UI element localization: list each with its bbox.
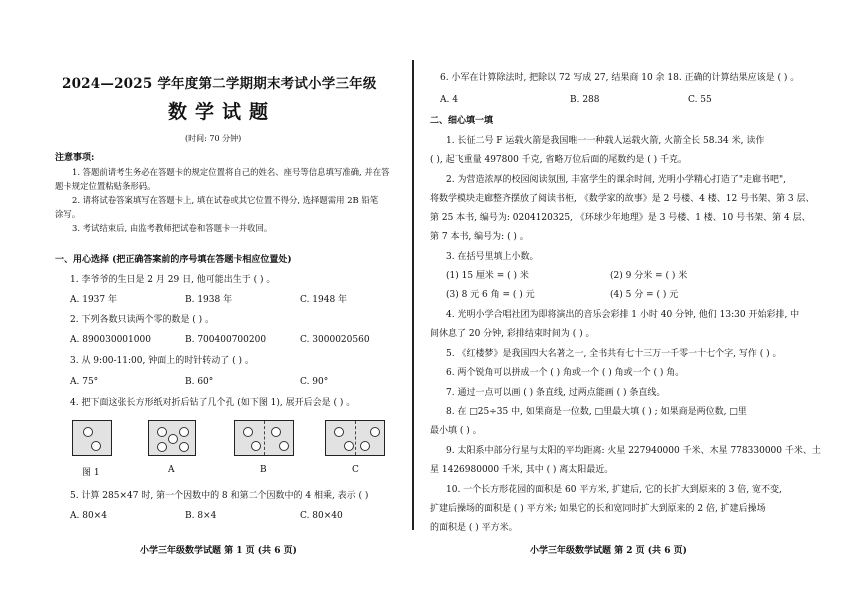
- option-b: B. 1938 年: [185, 295, 233, 305]
- hole: [334, 427, 344, 437]
- exam-title: 2024—2025 学年度第二学期期末考试小学三年级: [62, 76, 377, 92]
- figure-label: C: [352, 465, 359, 475]
- hole: [91, 441, 101, 451]
- hole: [83, 427, 93, 437]
- option-c: C. 80×40: [300, 511, 343, 521]
- option-a: A. 890030001000: [70, 335, 151, 345]
- page-divider: [412, 60, 414, 530]
- option-c: C. 1948 年: [300, 295, 348, 305]
- option-a-figure: [148, 420, 196, 456]
- page-footer: 小学三年级数学试题 第 2 页 (共 6 页): [530, 546, 687, 556]
- option-c: C. 3000020560: [300, 335, 370, 345]
- hole: [157, 427, 167, 437]
- option-a: A. 75°: [70, 377, 99, 387]
- notice-item: 3. 考试结束后, 由监考教师把试卷和答题卡一并收回。: [72, 223, 273, 233]
- option-b: B. 60°: [185, 377, 214, 387]
- hole: [360, 441, 370, 451]
- fill-9: 星 1426980000 千米, 其中 ( ) 离太阳最近。: [430, 465, 614, 475]
- fill-2: 2. 为营造浓厚的校园阅读氛围, 丰富学生的课余时间, 光明小学精心打造了"走廊书吧",: [446, 175, 787, 185]
- hole: [271, 427, 281, 437]
- fold-line: [355, 421, 356, 455]
- notice-item: 1. 答题前请考生务必在答题卡的规定位置将自己的姓名、座号等信息填写准确, 并在答: [72, 167, 390, 177]
- fold-line: [264, 421, 265, 455]
- fill-8: 8. 在 □25÷35 中, 如果商是一位数, □里最大填 ( ) ; 如果商是两位数, □里: [446, 407, 747, 417]
- section-heading: 二、细心填一填: [430, 116, 494, 126]
- fill-10: 10. 一个长方形花园的面积是 60 平方米, 扩建后, 它的长扩大到原来的 3 倍, 宽不变,: [446, 485, 782, 495]
- option-c-figure: [325, 420, 385, 456]
- fill-3-item: (1) 15 厘米 = ( ) 米: [446, 271, 529, 281]
- option-b-figure: [234, 420, 294, 456]
- hole: [179, 442, 189, 452]
- hole: [168, 434, 178, 444]
- fill-3-item: (4) 5 分 = ( ) 元: [610, 290, 679, 300]
- option-a: A. 80×4: [70, 511, 107, 521]
- exam-page-1: [0, 0, 410, 609]
- figure-label: 图 1: [82, 468, 100, 478]
- fill-7: 7. 通过一点可以画 ( ) 条直线, 过两点能画 ( ) 条直线。: [446, 388, 666, 398]
- option-b: B. 700400700200: [185, 335, 267, 345]
- question-2: 2. 下列各数只读两个零的数是 ( ) 。: [70, 315, 215, 325]
- fill-8: 最小填 ( ) 。: [430, 426, 482, 436]
- option-a: A. 4: [440, 95, 458, 105]
- fill-3: 3. 在括号里填上小数。: [446, 252, 539, 262]
- section-heading: 一、用心选择 (把正确答案前的序号填在答题卡相应位置处): [55, 255, 292, 265]
- option-b: B. 288: [570, 95, 600, 105]
- fill-10: 的面积是 ( ) 平方米。: [430, 523, 518, 533]
- question-3: 3. 从 9:00-11:00, 钟面上的时针转动了 ( ) 。: [70, 356, 254, 366]
- fill-5: 5. 《红楼梦》是我国四大名著之一, 全书共有七十三万一千零一十七个字, 写作 ( ) 。: [446, 349, 782, 359]
- hole: [179, 427, 189, 437]
- fill-4: 间休息了 20 分钟, 彩排结束时间为 ( ) 。: [430, 329, 595, 339]
- exam-page-2: [420, 0, 860, 609]
- fill-9: 9. 太阳系中部分行星与太阳的平均距离: 火星 227940000 千米、木星 778330000 千米、土: [446, 446, 821, 456]
- fill-3-item: (2) 9 分米 = ( ) 米: [610, 271, 688, 281]
- fill-6: 6. 两个锐角可以拼成一个 ( ) 角或一个 ( ) 角或一个 ( ) 角。: [446, 368, 685, 378]
- hole: [157, 442, 167, 452]
- figure-label: A: [168, 465, 175, 475]
- fill-3-item: (3) 8 元 6 角 = ( ) 元: [446, 290, 535, 300]
- fill-4: 4. 光明小学合唱社团为即将演出的音乐会彩排 1 小时 40 分钟, 他们 13:30 开始彩排, 中: [446, 310, 800, 320]
- fill-2: 将数学模块走廊整齐摆放了阅读书柜, 《数学家的故事》是 2 号楼、4 楼、12 号书架、第 3 层、: [430, 194, 815, 204]
- fill-10: 扩建后操场的面积是 ( ) 平方米; 如果它的长和宽同时扩大到原来的 2 倍, 扩建后操场: [430, 504, 766, 514]
- exam-duration: (时间: 70 分钟): [185, 134, 242, 143]
- fill-2: 第 25 本书, 编号为: 0204120325, 《环球少年地理》是 3 号楼、1 楼、10 号书架、第 4 层、: [430, 213, 811, 223]
- fill-1: 1. 长征二号 F 运载火箭是我国唯一一种载人运载火箭, 火箭全长 58.34 米, 读作: [446, 136, 765, 146]
- option-b: B. 8×4: [185, 511, 217, 521]
- figure-label: B: [260, 465, 267, 475]
- question-6: 6. 小军在计算除法时, 把除以 72 写成 27, 结果商 10 余 18. 正确的计算结果应该是 ( ) 。: [440, 73, 800, 83]
- fill-2: 第 7 本书, 编号为: ( ) 。: [430, 232, 529, 242]
- hole: [251, 441, 261, 451]
- fill-1: ( ), 起飞重量 497800 千克, 省略万位后面的尾数约是 ( ) 千克。: [430, 155, 688, 165]
- option-c: C. 90°: [300, 377, 329, 387]
- question-5: 5. 计算 285×47 时, 第一个因数中的 8 和第二个因数中的 4 相乘, 表示 ( ): [70, 491, 369, 501]
- hole: [344, 441, 354, 451]
- notice-heading: 注意事项:: [55, 153, 95, 163]
- hole: [279, 441, 289, 451]
- notice-item: 2. 请将试卷答案填写在答题卡上, 填在试卷或其它位置不得分, 选择题需用 2B 铅笔: [72, 195, 379, 205]
- notice-item: 题卡规定位置粘贴条形码。: [55, 181, 156, 191]
- question-1: 1. 李爷爷的生日是 2 月 29 日, 他可能出生于 ( ) 。: [70, 275, 276, 285]
- hole: [243, 427, 253, 437]
- folded-paper-figure: [72, 420, 112, 456]
- exam-subtitle: 数学试题: [168, 101, 277, 123]
- option-a: A. 1937 年: [70, 295, 117, 305]
- page-footer: 小学三年级数学试题 第 1 页 (共 6 页): [140, 546, 297, 556]
- question-4: 4. 把下面这张长方形纸对折后钻了几个孔 (如下图 1), 展开后会是 ( ) 。: [70, 398, 356, 408]
- notice-item: 涂写。: [55, 209, 81, 219]
- option-c: C. 55: [688, 95, 712, 105]
- hole: [370, 427, 380, 437]
